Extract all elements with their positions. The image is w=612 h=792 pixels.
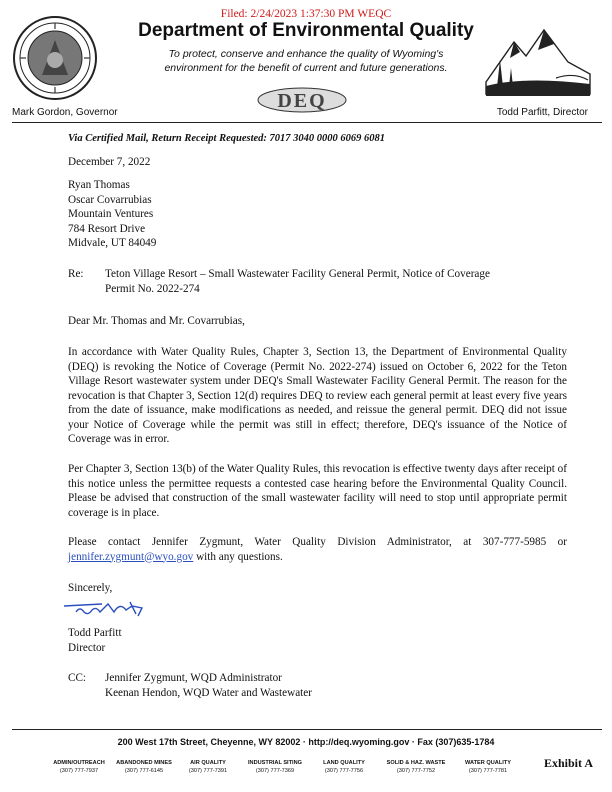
header-divider: [12, 122, 602, 123]
division-phone: (307) 777-7756: [324, 767, 364, 774]
footer-divider: [12, 729, 602, 730]
division-name: SOLID & HAZ. WASTE: [386, 760, 446, 766]
address-line: Mountain Ventures: [68, 208, 154, 220]
division-name: INDUSTRIAL SITING: [248, 760, 302, 766]
cc-recipient: Jennifer Zygmunt, WQD Administrator: [105, 672, 282, 684]
division-phone: (307) 777-7369: [255, 767, 295, 774]
re-subject-line-1: Teton Village Resort – Small Wastewater Facility General Permit, Notice of Coverage: [105, 268, 490, 280]
deq-logo-text: DEQ: [277, 90, 327, 112]
motto-line-2: environment for the benefit of current and future generations.: [164, 62, 448, 74]
division-abandoned-mines: [111, 760, 177, 775]
paragraph-2: Per Chapter 3, Section 13(b) of the Water Quality Rules, this revocation is effective twenty days after receipt of this notice unless the permittee requests a contested case hearing before the Environmental Quality Council. Please be advised that construction of the small wastewater facility will need to stop until appropriate permit coverage is in place.: [68, 463, 567, 519]
division-name: WATER QUALITY: [465, 760, 511, 766]
governor-name: Mark Gordon, Governor: [12, 107, 118, 118]
division-name: AIR QUALITY: [190, 760, 226, 766]
footer-address: 200 West 17th Street, Cheyenne, WY 82002 · http://deq.wyoming.gov · Fax (307)635-1784: [117, 737, 495, 747]
division-admin-outreach: [44, 760, 114, 775]
certified-mail-line: Via Certified Mail, Return Receipt Requested: 7017 3040 0000 6069 6081: [68, 133, 386, 144]
signature-icon: [62, 594, 154, 620]
signer-name: Todd Parfitt: [68, 627, 122, 639]
letter-date: December 7, 2022: [68, 156, 151, 168]
signer-title: Director: [68, 641, 106, 654]
cc-label: CC:: [68, 672, 87, 684]
division-land-quality: [315, 760, 373, 775]
email-link[interactable]: jennifer.zygmunt@wyo.gov: [68, 550, 194, 563]
motto-line-1: To protect, conserve and enhance the quality of Wyoming's: [168, 48, 444, 60]
department-title: Department of Environmental Quality: [138, 20, 474, 41]
address-line: Ryan Thomas: [68, 179, 130, 191]
motto: [110, 47, 502, 75]
wyoming-state-seal-icon: [12, 15, 98, 101]
paragraph-3-end: with any questions.: [193, 550, 283, 563]
re-subject-line-2: Permit No. 2022-274: [105, 282, 200, 295]
address-line: 784 Resort Drive: [68, 222, 146, 235]
division-name: LAND QUALITY: [323, 760, 365, 766]
re-label: Re:: [68, 268, 84, 280]
director-name: Todd Parfitt, Director: [496, 107, 588, 118]
division-phone: (307) 777-6145: [124, 767, 164, 774]
salutation: Dear Mr. Thomas and Mr. Covarrubias,: [68, 315, 245, 327]
recipient-address: [68, 178, 156, 251]
deq-logo-icon: [256, 86, 348, 114]
division-name: ADMIN/OUTREACH: [53, 760, 105, 766]
division-phone: (307) 777-7781: [468, 767, 508, 774]
division-air-quality: [179, 760, 237, 775]
division-water-quality: [456, 760, 520, 775]
signature-block: [68, 626, 122, 655]
filed-stamp: Filed: 2/24/2023 1:37:30 PM WEQC: [220, 8, 392, 20]
address-line: Oscar Covarrubias: [68, 193, 152, 206]
address-line: Midvale, UT 84049: [68, 237, 157, 249]
division-solid-haz-waste: [377, 760, 455, 775]
division-name: ABANDONED MINES: [116, 760, 172, 766]
paragraph-3: [68, 535, 567, 564]
closing: Sincerely,: [68, 582, 113, 594]
cc-recipient: Keenan Hendon, WQD Water and Wastewater: [105, 686, 312, 699]
division-phone: (307) 777-7391: [188, 767, 228, 774]
exhibit-label: Exhibit A: [544, 756, 594, 770]
mountain-landscape-icon: [484, 22, 592, 102]
division-phone: (307) 777-7752: [396, 767, 436, 774]
division-phone: (307) 777-7937: [59, 767, 99, 774]
re-subject: [105, 267, 567, 296]
division-industrial-siting: [239, 760, 311, 775]
cc-list: [105, 671, 312, 700]
paragraph-3-text: Please contact Jennifer Zygmunt, Water Quality Division Administrator, at 307-777-5985 or: [68, 536, 567, 548]
paragraph-1: In accordance with Water Quality Rules, Chapter 3, Section 13, the Department of Environmental Quality (DEQ) is revoking the Notice of Coverage (Permit No. 2022-274) issued on October 6, 2022 for the Teton Village Resort wastewater system under DEQ's Small Wastewater Facility General Permit. The reason for the revocation is that Chapter 3, Section 12(d) requires DEQ to review each general permit at least every five years from the date of issuance, make modifications as needed, and reissue the general permit. DEQ did not issue your Notice of Coverage while the permit was still in effect; therefore, DEQ's issuance of the Notice of Coverage was in error.: [68, 346, 567, 445]
